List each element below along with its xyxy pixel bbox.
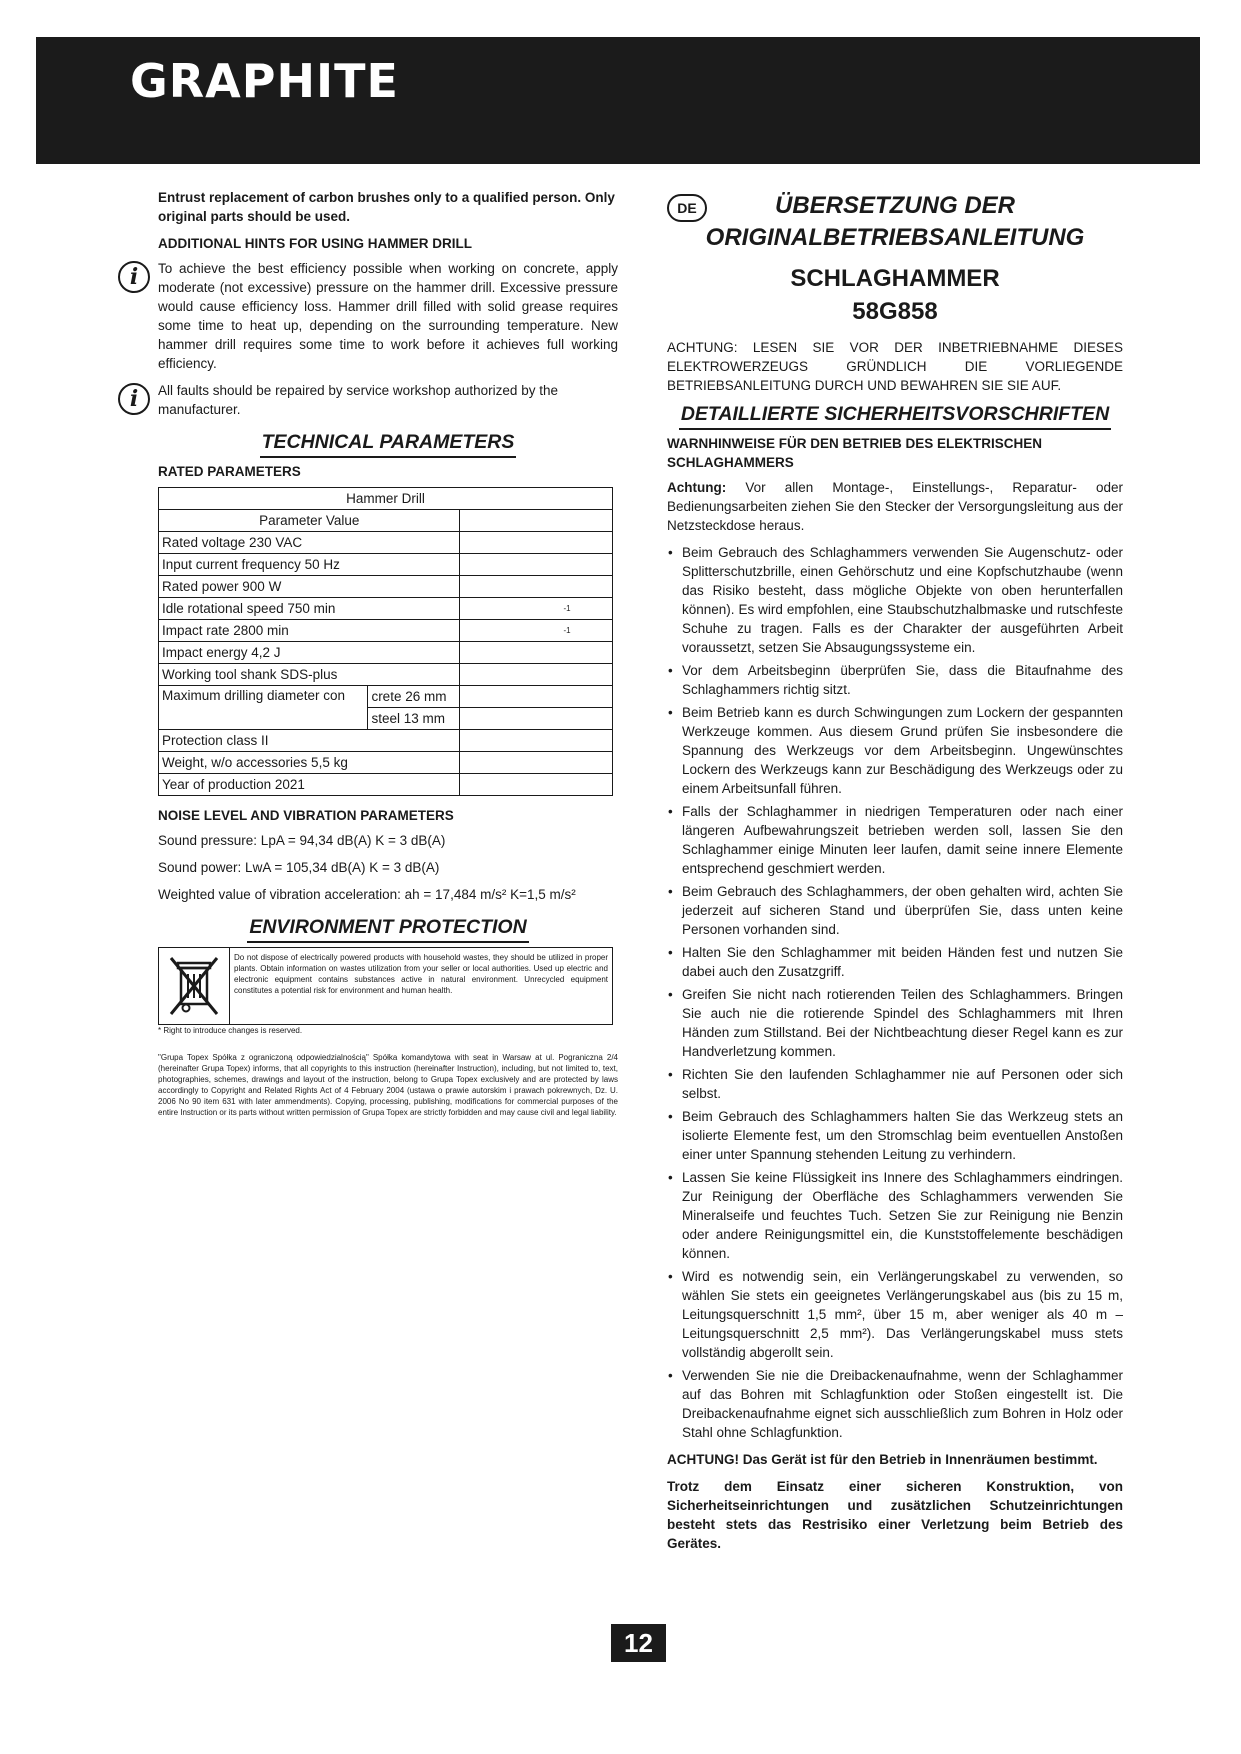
sound-power: Sound power: LwA = 105,34 dB(A) K = 3 dB(A) [158,860,440,875]
info-icon: i [118,383,150,415]
hint-efficiency-text: To achieve the best efficiency possible when working on concrete, apply moderate (not excessive) pressure on the hammer drill. Excessive pressure would cause efficiency loss. Hammer drill filled with solid grease requires some time to heat up, depending on the surrounding temperature. New hammer drill requires some time to work before it achieves full working efficiency. [158,261,618,371]
list-item: • Richten Sie den laufenden Schlaghammer nie auf Personen oder sich selbst. [682,1065,1123,1103]
table-header: Hammer Drill [159,488,613,510]
table-cell: Impact rate 2800 min [159,620,460,642]
right-column [667,188,1123,1561]
table-cell: steel 13 mm [368,708,460,730]
table-cell: Idle rotational speed 750 min [159,598,460,620]
list-item: • Beim Gebrauch des Schlaghammers, der oben gehalten wird, achten Sie jederzeit auf sicheren Stand und überprüfen Sie, dass unten keine Personen vorhanden sind. [682,882,1123,939]
table-cell: crete 26 mm [368,686,460,708]
table-row [159,576,613,598]
exponent: -1 [563,603,571,613]
additional-hints-title: ADDITIONAL HINTS FOR USING HAMMER DRILL [158,236,472,251]
table-cell: Input current frequency 50 Hz [159,554,460,576]
table-subheader: Parameter Value [159,510,460,532]
table-row [159,642,613,664]
info-icon: i [118,261,150,293]
table-cell: Rated power 900 W [159,576,460,598]
warning-title: WARNHINWEISE FÜR DEN BETRIEB DES ELEKTRISCHEN SCHLAGHAMMERS [667,436,1043,470]
title-line-1: ÜBERSETZUNG DER [774,192,1015,219]
table-row [159,686,613,708]
table-cell: Year of production 2021 [159,774,460,796]
list-item: • Falls der Schlaghammer in niedrigen Temperaturen oder nach einer längeren Aufbewahrungszeit betrieben werden soll, lassen Sie den Schlaghammer einige Minuten leer laufen, damit seine innere Elemente entsprechend geschmiert werden. [682,802,1123,878]
list-item: • Verwenden Sie nie die Dreibackenaufnahme, wenn der Schlaghammer auf das Bohren mit Schlagfunktion oder Stoßen eingestellt ist. Die Dreibackenaufnahme eignet sich ausschließlich zum Bohren in Holz oder Stahl ohne Schlagfunktion. [682,1366,1123,1442]
rated-parameters-title: RATED PARAMETERS [158,464,301,479]
safety-title: DETAILLIERTE SICHERHEITSVORSCHRIFTEN [667,405,1123,424]
translation-title [667,190,1123,254]
table-cell: Working tool shank SDS-plus [159,664,460,686]
environment-box [158,947,613,1025]
table-row [159,620,613,642]
brand-logo: GRAPHITE [130,54,399,108]
hint-faults [129,381,618,419]
parameters-table [158,487,613,796]
achtung-text: Vor allen Montage-, Einstellungs-, Reparatur- oder Bedienungsarbeiten ziehen Sie den Stecker der Versorgungsleitung aus der Netzsteckdose heraus. [667,480,1123,533]
table-row [159,752,613,774]
indoor-notice: ACHTUNG! Das Gerät ist für den Betrieb in Innenräumen bestimmt. [667,1452,1098,1467]
residual-risk: Trotz dem Einsatz einer sicheren Konstruktion, von Sicherheitseinrichtungen und zusätzlichen Schutzeinrichtungen besteht stets das Restrisiko einer Verletzung beim Betrieb des Gerätes. [667,1479,1123,1551]
list-item: • Halten Sie den Schlaghammer mit beiden Händen fest und nutzen Sie dabei auch den Zusatzgriff. [682,943,1123,981]
model-number: 58G858 [852,298,938,325]
hint-faults-text: All faults should be repaired by service workshop authorized by the manufacturer. [158,383,558,417]
table-cell: Rated voltage 230 VAC [159,532,460,554]
table-row [159,598,613,620]
safety-list [667,543,1123,1442]
copyright-notice: "Grupa Topex Spółka z ograniczoną odpowiedzialnością" Spółka komandytowa with seat in Warsaw at ul. Pograniczna 2/4 (hereinafter Grupa Topex) informs, that all copyrights to this instruction (hereinafter Instruction), including, but not limited to, text, photographies, schemes, drawings and layout of the instruction, belong to Grupa Topex exclusively and are protected by laws accordingly to Copyright and Related Rights Act of 4 February 2004 (ustawa o prawie autorskim i prawach pokrewnych, Dz. U. 2006 No 90 item 631 with later ammendments). Copying, processing, publishing, modifications for commercial purposes of the entire Instruction or its parts without written permission of Grupa Topex are strictly forbidden and may cause civil and legal liability. [158,1053,618,1117]
list-item: • Lassen Sie keine Flüssigkeit ins Innere des Schlaghammers eindringen. Zur Reinigung der Oberfläche des Schlaghammers verwenden Sie Mineralseife und feuchtes Tuch. Setzen Sie zur Reinigung nie Benzin oder andere Reinigungsmittel ein, die Kunststoffelemente beschädigen können. [682,1168,1123,1263]
table-cell: Weight, w/o accessories 5,5 kg [159,752,460,774]
carbon-brush-note: Entrust replacement of carbon brushes only to a qualified person. Only original parts should be used. [158,190,615,224]
achtung-label: Achtung: [667,480,727,495]
list-item: • Vor dem Arbeitsbeginn überprüfen Sie, dass die Bitaufnahme des Schlaghammers richtig sitzt. [682,661,1123,699]
left-column [129,188,618,1118]
vibration-value: Weighted value of vibration acceleration: ah = 17,484 m/s² K=1,5 m/s² [158,887,576,902]
table-row [159,532,613,554]
achtung-paragraph [667,478,1123,535]
list-item: • Beim Gebrauch des Schlaghammers verwenden Sie Augenschutz- oder Splitterschutzbrille, einen Gehörschutz und eine Kopfschutzhaube (wenn das Risiko besteht, dass mögliche Objekte von oben herunterfallen können). Es wird empfohlen, eine Staubschutzhalbmaske und rutschfeste Schuhe zu tragen. Falls es der Charakter der ausgeführten Arbeit voraussetzt, setzen Sie Absaugungssysteme ein. [682,543,1123,657]
environment-title: ENVIRONMENT PROTECTION [158,918,618,937]
crossed-bin-icon [159,948,230,1024]
exponent: -1 [563,625,571,635]
table-cell: Impact energy 4,2 J [159,642,460,664]
table-row [159,510,613,532]
language-badge: DE [667,194,707,222]
page-number: 12 [611,1624,666,1662]
hint-efficiency [129,259,618,373]
table-row [159,554,613,576]
environment-text: Do not dispose of electrically powered products with household wastes, they should be utilized in proper plants. Obtain information on wastes utilization from your seller or local authorities. Used up electric and electronic equipment contains substances active in natural environment. Unrecycled equipment constitutes a potential risk for environment and human health. [234,953,608,995]
title-line-2: ORIGINALBETRIEBSANLEITUNG [705,224,1085,251]
sound-pressure: Sound pressure: LpA = 94,34 dB(A) K = 3 dB(A) [158,833,446,848]
rights-reserved: * Right to introduce changes is reserved. [158,1026,303,1035]
list-item: • Beim Betrieb kann es durch Schwingungen zum Lockern der gespannten Werkzeuge kommen. Aus diesem Grund prüfen Sie insbesondere die Spannung des Werkzeugs vor dem Arbeitsbeginn. Ungewünschtes Lockern des Werkzeugs kann zur Beschädigung des Werkzeugs oder zu einem Arbeitsunfall führen. [682,703,1123,798]
table-cell: Maximum drilling diameter con [159,686,368,730]
noise-title: NOISE LEVEL AND VIBRATION PARAMETERS [158,808,454,823]
table-row [159,664,613,686]
table-row [159,730,613,752]
table-row [159,774,613,796]
read-warning: ACHTUNG: LESEN SIE VOR DER INBETRIEBNAHME DIESES ELEKTROWERZEUGS GRÜNDLICH DIE VORLIEGENDE BETRIEBSANLEITUNG DURCH UND BEWAHREN SIE SIE AUF. [667,340,1123,393]
list-item: • Greifen Sie nicht nach rotierenden Teilen des Schlaghammers. Bringen Sie auch nie die rotierende Spindel des Schlaghammers mit Ihren Händen zum Stillstand. Bei der Nichtbeachtung dieser Regel kann es zur Handverletzung kommen. [682,985,1123,1061]
product-name: SCHLAGHAMMER [790,265,1000,292]
table-cell: Protection class II [159,730,460,752]
table-row [159,488,613,510]
list-item: • Beim Gebrauch des Schlaghammers halten Sie das Werkzeug stets an isolierte Elemente fest, um den Stromschlag beim eventuellen Anstoßen einer unter Spannung stehenden Leitung zu verhindern. [682,1107,1123,1164]
technical-parameters-title: TECHNICAL PARAMETERS [158,433,618,452]
list-item: • Wird es notwendig sein, ein Verlängerungskabel zu verwenden, so wählen Sie stets ein geeignetes Verlängerungskabel aus (bis zu 15 m, Leitungsquerschnitt 1,5 mm², über 15 m, aber weniger als 40 m – Leitungsquerschnitt 2,5 mm²). Das Verlängerungskabel muss stets vollständig abgerollt sein. [682,1267,1123,1362]
